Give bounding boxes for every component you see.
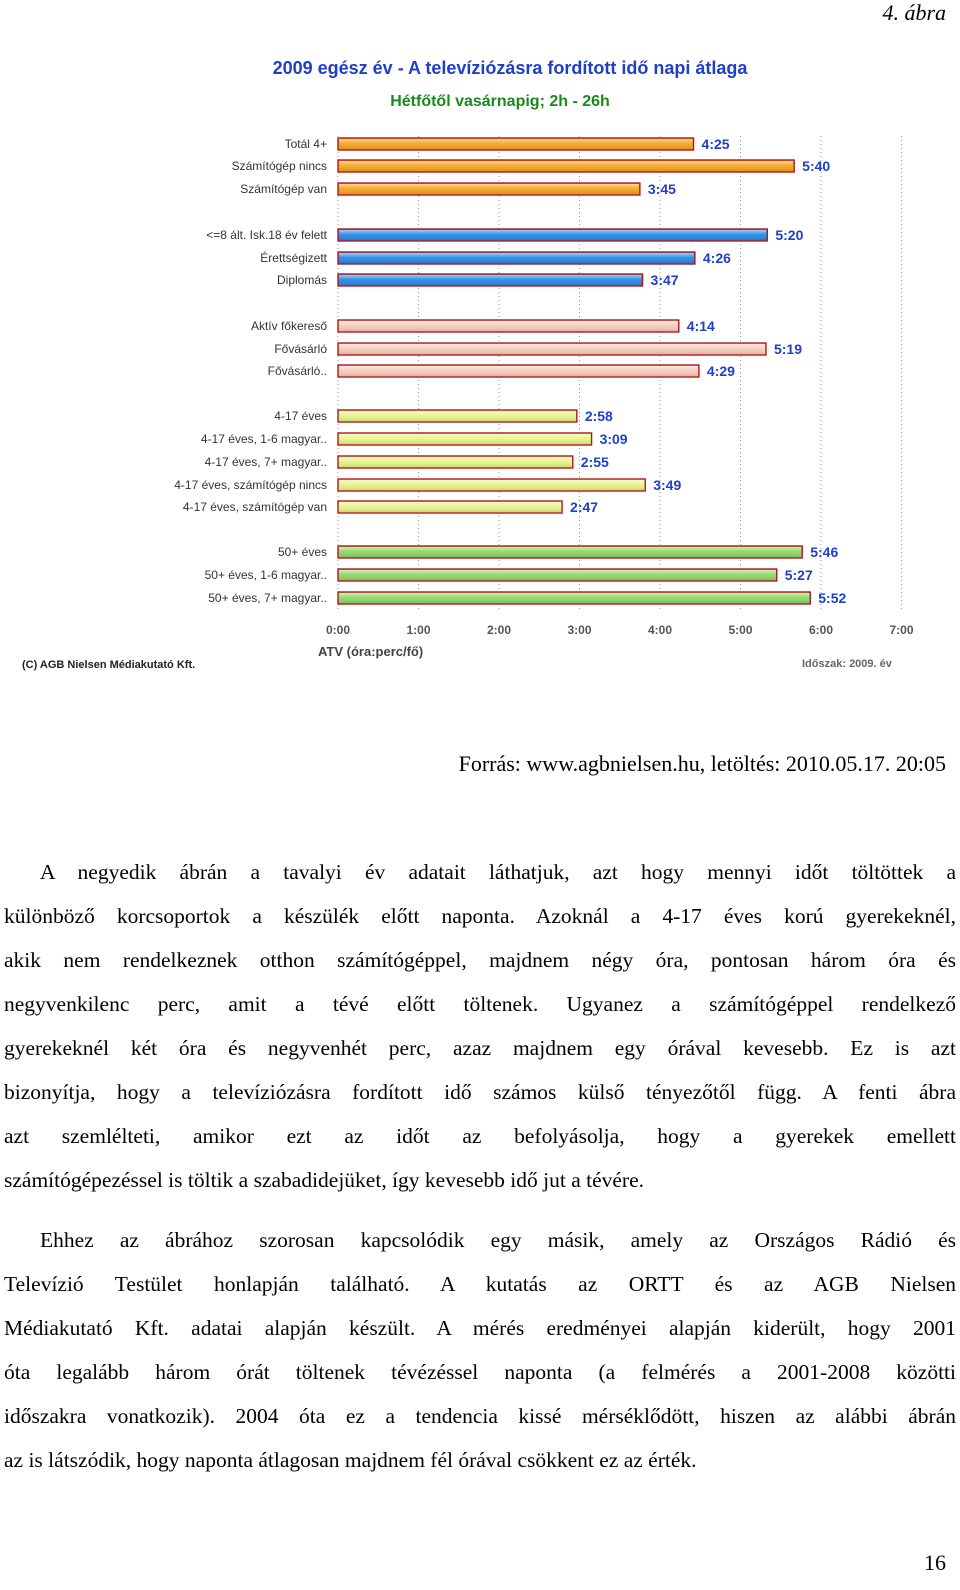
category-label: 4-17 éves — [274, 409, 327, 423]
bar-value-label: 4:14 — [686, 318, 715, 334]
x-axis-label: ATV (óra:perc/fő) — [318, 644, 424, 659]
text-line: óta legalább három órát töltenek tévézéssel naponta (a felmérés a 2001-2008 közötti — [4, 1360, 956, 1384]
bar-value-label: 4:29 — [706, 363, 735, 379]
bar-shine — [339, 480, 644, 490]
bar-shine — [339, 547, 801, 557]
text-line: az is látszódik, hogy naponta átlagosan majdnem fél órával csökkent ez az érték. — [4, 1448, 697, 1472]
category-label: 4-17 éves, számítógép van — [182, 500, 327, 514]
bar-shine — [339, 275, 642, 285]
text-line: Televízió Testület honlapján található. A kutatás az ORTT és az AGB Nielsen — [4, 1272, 956, 1296]
bar-shine — [339, 230, 766, 240]
bar-value-label: 5:19 — [773, 341, 803, 357]
category-label: 4-17 éves, 1-6 magyar.. — [200, 432, 327, 446]
x-tick-label: 1:00 — [406, 623, 431, 637]
bar-value-label: 4:26 — [702, 250, 731, 266]
category-label: Érettségizett — [260, 251, 327, 265]
bar-value-label: 2:55 — [580, 454, 609, 470]
bar-shine — [339, 139, 693, 149]
x-tick-label: 0:00 — [325, 623, 351, 637]
category-label: 50+ éves — [277, 545, 327, 559]
chart-subtitle: Hétfőtől vasárnapig; 2h - 26h — [390, 93, 610, 110]
figure-label: 4. ábra — [882, 0, 946, 25]
category-label: Számítógép van — [240, 182, 327, 196]
text-line: Médiakutató Kft. adatai alapján készült. A mérés eredményei alapján kiderült, hogy 2001 — [4, 1316, 956, 1340]
chart-title: 2009 egész év - A televíziózásra fordított idő napi átlaga — [272, 58, 748, 78]
bar-value-label: 5:52 — [818, 590, 847, 606]
text-line: akik nem rendelkeznek otthon számítógéppel, majdnem négy óra, pontosan három óra és — [4, 948, 956, 972]
bar-value-label: 2:58 — [584, 408, 613, 424]
text-line: időszakra vonatkozik). 2004 óta ez a tendencia kissé mérséklődött, hiszen az alábbi ábrán — [4, 1404, 956, 1428]
category-label: 4-17 éves, 7+ magyar.. — [204, 455, 327, 469]
text-line: negyvenkilenc perc, amit a tévé előtt töltenek. Ugyanez a számítógéppel rendelkező — [4, 992, 956, 1016]
bar-value-label: 3:09 — [599, 431, 628, 447]
bar-shine — [339, 570, 776, 580]
category-label: Aktív főkereső — [250, 319, 327, 333]
text-line: számítógépezéssel is töltik a szabadidejüket, így kevesebb idő jut a tévére. — [4, 1168, 645, 1192]
category-label: 4-17 éves, számítógép nincs — [174, 478, 327, 492]
bar-shine — [339, 411, 576, 421]
bar-shine — [339, 253, 694, 263]
bar-shine — [339, 161, 793, 171]
bar-value-label: 3:47 — [650, 272, 679, 288]
category-label: <=8 ált. Isk.18 év felett — [206, 228, 327, 242]
bar-value-label: 2:47 — [570, 499, 599, 515]
page-number: 16 — [924, 1550, 946, 1575]
bar-value-label: 5:40 — [802, 158, 831, 174]
text-line: különböző korcsoportok a készülék előtt naponta. Azoknál a 4-17 éves korú gyerekeknél, — [4, 904, 956, 928]
x-tick-label: 7:00 — [889, 623, 914, 637]
x-tick-label: 6:00 — [808, 623, 834, 637]
bar-value-label: 3:45 — [647, 181, 676, 197]
copyright-note: (C) AGB Nielsen Médiakutató Kft. — [22, 659, 196, 671]
bar-value-label: 5:27 — [784, 567, 813, 583]
bar-value-label: 5:46 — [810, 544, 839, 560]
category-label: Fővásárló.. — [267, 364, 327, 378]
bar-shine — [339, 366, 698, 376]
x-tick-label: 2:00 — [486, 623, 512, 637]
x-tick-label: 5:00 — [728, 623, 753, 637]
x-tick-label: 3:00 — [567, 623, 592, 637]
text-line: bizonyítja, hogy a televíziózásra fordított idő számos külső tényezőtől függ. A fenti ábra — [4, 1080, 956, 1104]
bar-shine — [339, 502, 561, 512]
text-line: azt szemlélteti, amikor ezt az időt az befolyásolja, hogy a gyerekek emellett — [4, 1124, 956, 1148]
bar-shine — [339, 457, 572, 467]
source-line: Forrás: www.agbnielsen.hu, letöltés: 2010.05.17. 20:05 — [458, 751, 946, 776]
category-label: Fővásárló — [274, 342, 327, 356]
paragraph-1 — [4, 850, 956, 1202]
tv-time-bar-chart — [0, 40, 960, 680]
category-label: 50+ éves, 1-6 magyar.. — [204, 568, 327, 582]
paragraph-2 — [4, 1218, 956, 1482]
bar-shine — [339, 593, 809, 603]
text-line: Ehhez az ábrához szorosan kapcsolódik egy másik, amely az Országos Rádió és — [40, 1228, 956, 1252]
text-line: gyerekeknél két óra és negyvenhét perc, azaz majdnem egy órával kevesebb. Ez is azt — [4, 1036, 956, 1060]
period-note: Időszak: 2009. év — [802, 658, 892, 670]
bar-value-label: 4:25 — [701, 136, 730, 152]
category-label: Diplomás — [276, 273, 327, 287]
bar-shine — [339, 184, 639, 194]
bar-shine — [339, 434, 591, 444]
x-tick-label: 4:00 — [647, 623, 673, 637]
bar-shine — [339, 344, 765, 354]
bar-shine — [339, 321, 678, 331]
category-label: 50+ éves, 7+ magyar.. — [208, 591, 327, 605]
category-label: Totál 4+ — [284, 137, 327, 151]
bar-value-label: 3:49 — [653, 477, 682, 493]
bar-value-label: 5:20 — [775, 227, 804, 243]
text-line: A negyedik ábrán a tavalyi év adatait láthatjuk, azt hogy mennyi időt töltöttek a — [40, 860, 956, 884]
category-label: Számítógép nincs — [231, 159, 327, 173]
